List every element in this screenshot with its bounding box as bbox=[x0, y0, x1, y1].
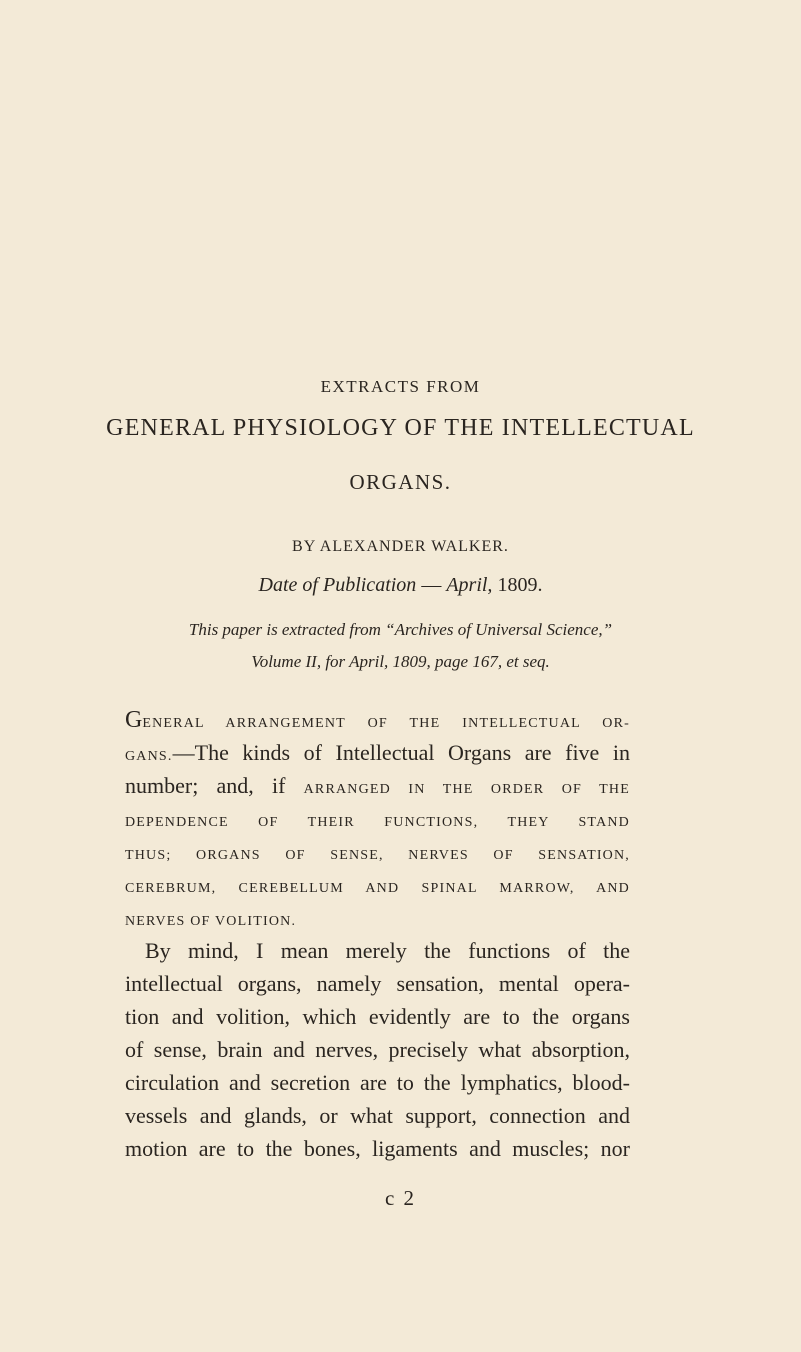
body-text-run: number; and, if bbox=[125, 773, 304, 798]
date-year: 1809. bbox=[492, 574, 543, 596]
small-caps-heading: ENERAL ARRANGEMENT OF THE INTELLECTUAL OR- bbox=[142, 716, 630, 731]
paragraph1-line-4 bbox=[125, 802, 630, 835]
date-label: Date of Publication bbox=[258, 574, 417, 596]
source-note-line-1: This paper is extracted from “Archives of Universal Science,” bbox=[188, 620, 613, 639]
small-caps-text: NERVES OF VOLITION. bbox=[125, 914, 297, 929]
paragraph2-line-7: motion are to the bones, ligaments and muscles; nor bbox=[125, 1136, 630, 1161]
title-line-2: ORGANS. bbox=[349, 470, 452, 494]
small-caps-text: THUS; ORGANS OF SENSE, NERVES OF SENSATION, bbox=[125, 848, 630, 863]
paragraph1-line-3 bbox=[125, 769, 630, 802]
paragraph2-line-6: vessels and glands, or what support, connection and bbox=[125, 1103, 630, 1128]
small-caps-text: GANS. bbox=[125, 749, 173, 764]
small-caps-text: ARRANGED IN THE ORDER OF THE bbox=[303, 782, 630, 797]
paragraph1-line-7 bbox=[125, 901, 630, 934]
source-note-line-2: Volume II, for April, 1809, page 167, et seq. bbox=[251, 652, 550, 671]
paragraph2-line-3: tion and volition, which evidently are to the organs bbox=[125, 1004, 630, 1029]
date-separator: — bbox=[416, 574, 447, 596]
body-text bbox=[125, 703, 630, 1165]
publication-date bbox=[0, 574, 801, 597]
signature-mark: c 2 bbox=[384, 1186, 417, 1210]
paragraph2-line-1: By mind, I mean merely the functions of the bbox=[145, 938, 630, 963]
pre-title: EXTRACTS FROM bbox=[320, 377, 481, 396]
paragraph2-line-4: of sense, brain and nerves, precisely what absorption, bbox=[125, 1037, 630, 1062]
paragraph1-line-6 bbox=[125, 868, 630, 901]
drop-initial: G bbox=[125, 707, 143, 733]
paragraph2-line-2: intellectual organs, namely sensation, mental opera- bbox=[125, 971, 630, 996]
small-caps-text: DEPENDENCE OF THEIR FUNCTIONS, THEY STAND bbox=[125, 815, 630, 830]
paragraph1-line-2 bbox=[125, 736, 630, 769]
date-month: April, bbox=[446, 574, 493, 596]
author-byline: BY ALEXANDER WALKER. bbox=[292, 538, 509, 555]
paragraph2-line-5: circulation and secretion are to the lymphatics, blood- bbox=[125, 1070, 630, 1095]
body-text-run: —The kinds of Intellectual Organs are five in bbox=[172, 740, 630, 765]
small-caps-text: CEREBRUM, CEREBELLUM AND SPINAL MARROW, AND bbox=[125, 881, 630, 896]
paragraph1-line-1 bbox=[125, 703, 630, 736]
paragraph1-line-5 bbox=[125, 835, 630, 868]
title-line-1: GENERAL PHYSIOLOGY OF THE INTELLECTUAL bbox=[106, 415, 695, 441]
